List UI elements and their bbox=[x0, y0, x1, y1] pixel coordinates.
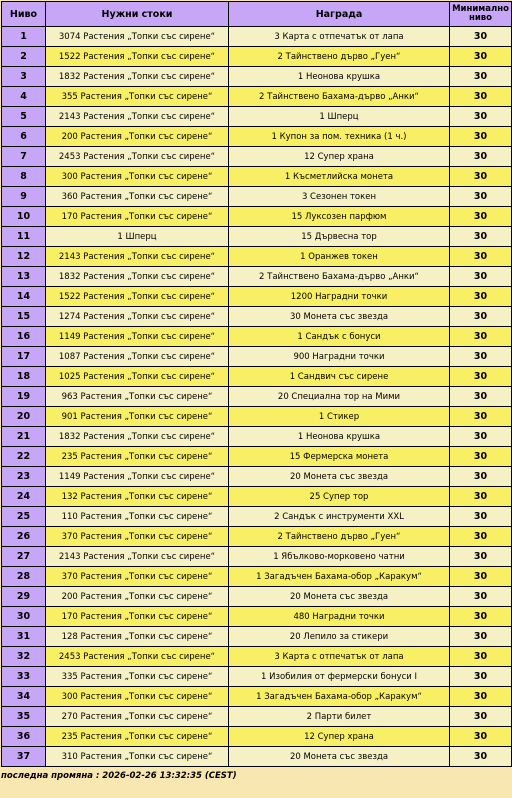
table-row bbox=[2, 467, 512, 487]
goods-cell: 1832 Растения „Топки със сирене“ bbox=[46, 67, 229, 87]
min-level-cell: 30 bbox=[450, 707, 512, 727]
min-level-cell: 30 bbox=[450, 647, 512, 667]
level-cell: 6 bbox=[2, 127, 46, 147]
min-level-cell: 30 bbox=[450, 367, 512, 387]
min-level-cell: 30 bbox=[450, 267, 512, 287]
reward-cell: 3 Сезонен токен bbox=[229, 187, 450, 207]
reward-cell: 20 Монета със звезда bbox=[229, 467, 450, 487]
reward-cell: 20 Лепило за стикери bbox=[229, 627, 450, 647]
goods-cell: 235 Растения „Топки със сирене“ bbox=[46, 447, 229, 467]
goods-cell: 1832 Растения „Топки със сирене“ bbox=[46, 267, 229, 287]
goods-cell: 170 Растения „Топки със сирене“ bbox=[46, 607, 229, 627]
min-level-cell: 30 bbox=[450, 667, 512, 687]
min-level-cell: 30 bbox=[450, 307, 512, 327]
reward-cell: 2 Парти билет bbox=[229, 707, 450, 727]
level-cell: 13 bbox=[2, 267, 46, 287]
reward-cell: 12 Супер храна bbox=[229, 727, 450, 747]
table-row bbox=[2, 387, 512, 407]
table-row bbox=[2, 267, 512, 287]
table-row bbox=[2, 87, 512, 107]
goods-cell: 128 Растения „Топки със сирене“ bbox=[46, 627, 229, 647]
table-row bbox=[2, 687, 512, 707]
goods-cell: 170 Растения „Топки със сирене“ bbox=[46, 207, 229, 227]
min-level-cell: 30 bbox=[450, 287, 512, 307]
reward-cell: 1 Шперц bbox=[229, 107, 450, 127]
goods-cell: 2453 Растения „Топки със сирене“ bbox=[46, 647, 229, 667]
table-row bbox=[2, 187, 512, 207]
level-cell: 33 bbox=[2, 667, 46, 687]
min-level-cell: 30 bbox=[450, 627, 512, 647]
goods-cell: 1274 Растения „Топки със сирене“ bbox=[46, 307, 229, 327]
min-level-cell: 30 bbox=[450, 547, 512, 567]
min-level-cell: 30 bbox=[450, 147, 512, 167]
table-row bbox=[2, 487, 512, 507]
level-cell: 5 bbox=[2, 107, 46, 127]
table-body bbox=[2, 27, 512, 767]
reward-cell: 900 Наградни точки bbox=[229, 347, 450, 367]
goods-cell: 200 Растения „Топки със сирене“ bbox=[46, 127, 229, 147]
table-row bbox=[2, 667, 512, 687]
goods-cell: 370 Растения „Топки със сирене“ bbox=[46, 527, 229, 547]
reward-cell: 12 Супер храна bbox=[229, 147, 450, 167]
level-cell: 31 bbox=[2, 627, 46, 647]
goods-cell: 355 Растения „Топки със сирене“ bbox=[46, 87, 229, 107]
min-level-cell: 30 bbox=[450, 127, 512, 147]
level-cell: 34 bbox=[2, 687, 46, 707]
level-cell: 26 bbox=[2, 527, 46, 547]
table-row bbox=[2, 247, 512, 267]
level-cell: 4 bbox=[2, 87, 46, 107]
header-min-level: Минимално ниво bbox=[450, 2, 512, 27]
goods-cell: 1149 Растения „Топки със сирене“ bbox=[46, 467, 229, 487]
min-level-cell: 30 bbox=[450, 227, 512, 247]
level-cell: 27 bbox=[2, 547, 46, 567]
level-cell: 19 bbox=[2, 387, 46, 407]
reward-cell: 20 Специална тор на Мими bbox=[229, 387, 450, 407]
table-row bbox=[2, 107, 512, 127]
level-cell: 9 bbox=[2, 187, 46, 207]
level-cell: 17 bbox=[2, 347, 46, 367]
reward-cell: 20 Монета със звезда bbox=[229, 587, 450, 607]
last-modified: последна промяна : 2026-02-26 13:32:35 (CEST) bbox=[1, 771, 237, 781]
min-level-cell: 30 bbox=[450, 107, 512, 127]
min-level-cell: 30 bbox=[450, 167, 512, 187]
goods-cell: 1522 Растения „Топки със сирене“ bbox=[46, 287, 229, 307]
reward-cell: 480 Наградни точки bbox=[229, 607, 450, 627]
reward-cell: 20 Монета със звезда bbox=[229, 747, 450, 767]
table-row bbox=[2, 607, 512, 627]
min-level-cell: 30 bbox=[450, 747, 512, 767]
min-level-cell: 30 bbox=[450, 467, 512, 487]
level-cell: 35 bbox=[2, 707, 46, 727]
level-cell: 2 bbox=[2, 47, 46, 67]
reward-cell: 2 Тайнствено дърво „Гуен“ bbox=[229, 527, 450, 547]
goods-cell: 310 Растения „Топки със сирене“ bbox=[46, 747, 229, 767]
level-cell: 15 bbox=[2, 307, 46, 327]
reward-cell: 2 Сандък с инструменти XXL bbox=[229, 507, 450, 527]
min-level-cell: 30 bbox=[450, 47, 512, 67]
min-level-cell: 30 bbox=[450, 687, 512, 707]
table-row bbox=[2, 627, 512, 647]
reward-cell: 2 Тайнствено дърво „Гуен“ bbox=[229, 47, 450, 67]
header-goods: Нужни стоки bbox=[46, 2, 229, 27]
table-row bbox=[2, 47, 512, 67]
goods-cell: 132 Растения „Топки със сирене“ bbox=[46, 487, 229, 507]
min-level-cell: 30 bbox=[450, 447, 512, 467]
reward-cell: 1 Оранжев токен bbox=[229, 247, 450, 267]
table-row bbox=[2, 587, 512, 607]
level-cell: 23 bbox=[2, 467, 46, 487]
table-row bbox=[2, 167, 512, 187]
goods-cell: 2143 Растения „Топки със сирене“ bbox=[46, 547, 229, 567]
level-cell: 14 bbox=[2, 287, 46, 307]
table-row bbox=[2, 347, 512, 367]
goods-cell: 1149 Растения „Топки със сирене“ bbox=[46, 327, 229, 347]
level-cell: 21 bbox=[2, 427, 46, 447]
table-row bbox=[2, 707, 512, 727]
reward-cell: 1 Ябълково-морковено чатни bbox=[229, 547, 450, 567]
min-level-cell: 30 bbox=[450, 567, 512, 587]
reward-cell: 15 Фермерска монета bbox=[229, 447, 450, 467]
table-row bbox=[2, 407, 512, 427]
table-row bbox=[2, 727, 512, 747]
min-level-cell: 30 bbox=[450, 587, 512, 607]
level-cell: 25 bbox=[2, 507, 46, 527]
table-row bbox=[2, 367, 512, 387]
reward-cell: 2 Тайнствено Бахама-дърво „Анки“ bbox=[229, 87, 450, 107]
reward-cell: 25 Супер тор bbox=[229, 487, 450, 507]
goods-cell: 1087 Растения „Топки със сирене“ bbox=[46, 347, 229, 367]
table-row bbox=[2, 567, 512, 587]
table-row bbox=[2, 127, 512, 147]
level-cell: 37 bbox=[2, 747, 46, 767]
goods-cell: 901 Растения „Топки със сирене“ bbox=[46, 407, 229, 427]
level-cell: 12 bbox=[2, 247, 46, 267]
table-row bbox=[2, 27, 512, 47]
goods-cell: 360 Растения „Топки със сирене“ bbox=[46, 187, 229, 207]
goods-cell: 200 Растения „Топки със сирене“ bbox=[46, 587, 229, 607]
goods-cell: 2143 Растения „Топки със сирене“ bbox=[46, 247, 229, 267]
min-level-cell: 30 bbox=[450, 67, 512, 87]
reward-cell: 15 Луксозен парфюм bbox=[229, 207, 450, 227]
min-level-cell: 30 bbox=[450, 387, 512, 407]
min-level-cell: 30 bbox=[450, 27, 512, 47]
level-cell: 1 bbox=[2, 27, 46, 47]
reward-cell: 1200 Наградни точки bbox=[229, 287, 450, 307]
goods-cell: 300 Растения „Топки със сирене“ bbox=[46, 687, 229, 707]
level-cell: 29 bbox=[2, 587, 46, 607]
reward-cell: 30 Монета със звезда bbox=[229, 307, 450, 327]
min-level-cell: 30 bbox=[450, 607, 512, 627]
level-cell: 16 bbox=[2, 327, 46, 347]
header-level: Ниво bbox=[2, 2, 46, 27]
level-cell: 36 bbox=[2, 727, 46, 747]
goods-cell: 300 Растения „Топки със сирене“ bbox=[46, 167, 229, 187]
rewards-table bbox=[1, 1, 512, 767]
reward-cell: 1 Купон за пом. техника (1 ч.) bbox=[229, 127, 450, 147]
table-row bbox=[2, 287, 512, 307]
goods-cell: 3074 Растения „Топки със сирене“ bbox=[46, 27, 229, 47]
header-reward: Награда bbox=[229, 2, 450, 27]
reward-cell: 15 Дървесна тор bbox=[229, 227, 450, 247]
reward-cell: 1 Изобилия от фермерски бонуси I bbox=[229, 667, 450, 687]
reward-cell: 1 Загадъчен Бахама-обор „Каракум“ bbox=[229, 567, 450, 587]
level-cell: 32 bbox=[2, 647, 46, 667]
level-cell: 10 bbox=[2, 207, 46, 227]
reward-cell: 1 Загадъчен Бахама-обор „Каракум“ bbox=[229, 687, 450, 707]
level-cell: 8 bbox=[2, 167, 46, 187]
min-level-cell: 30 bbox=[450, 87, 512, 107]
goods-cell: 963 Растения „Топки със сирене“ bbox=[46, 387, 229, 407]
table-row bbox=[2, 447, 512, 467]
reward-cell: 2 Тайнствено Бахама-дърво „Анки“ bbox=[229, 267, 450, 287]
goods-cell: 1025 Растения „Топки със сирене“ bbox=[46, 367, 229, 387]
table-row bbox=[2, 547, 512, 567]
goods-cell: 110 Растения „Топки със сирене“ bbox=[46, 507, 229, 527]
level-cell: 22 bbox=[2, 447, 46, 467]
level-cell: 20 bbox=[2, 407, 46, 427]
table-row bbox=[2, 147, 512, 167]
level-cell: 24 bbox=[2, 487, 46, 507]
table-row bbox=[2, 227, 512, 247]
reward-cell: 1 Неонова крушка bbox=[229, 427, 450, 447]
min-level-cell: 30 bbox=[450, 327, 512, 347]
goods-cell: 1522 Растения „Топки със сирене“ bbox=[46, 47, 229, 67]
level-cell: 18 bbox=[2, 367, 46, 387]
min-level-cell: 30 bbox=[450, 727, 512, 747]
min-level-cell: 30 bbox=[450, 187, 512, 207]
goods-cell: 335 Растения „Топки със сирене“ bbox=[46, 667, 229, 687]
reward-cell: 1 Късметлийска монета bbox=[229, 167, 450, 187]
level-cell: 28 bbox=[2, 567, 46, 587]
min-level-cell: 30 bbox=[450, 487, 512, 507]
level-cell: 3 bbox=[2, 67, 46, 87]
min-level-cell: 30 bbox=[450, 207, 512, 227]
goods-cell: 1 Шперц bbox=[46, 227, 229, 247]
goods-cell: 2453 Растения „Топки със сирене“ bbox=[46, 147, 229, 167]
goods-cell: 1832 Растения „Топки със сирене“ bbox=[46, 427, 229, 447]
table-header-row bbox=[2, 2, 512, 27]
goods-cell: 270 Растения „Топки със сирене“ bbox=[46, 707, 229, 727]
table-row bbox=[2, 327, 512, 347]
goods-cell: 370 Растения „Топки със сирене“ bbox=[46, 567, 229, 587]
reward-cell: 3 Карта с отпечатък от лапа bbox=[229, 27, 450, 47]
goods-cell: 235 Растения „Топки със сирене“ bbox=[46, 727, 229, 747]
table-row bbox=[2, 747, 512, 767]
level-cell: 30 bbox=[2, 607, 46, 627]
min-level-cell: 30 bbox=[450, 247, 512, 267]
table-row bbox=[2, 207, 512, 227]
table-row bbox=[2, 647, 512, 667]
reward-cell: 1 Неонова крушка bbox=[229, 67, 450, 87]
min-level-cell: 30 bbox=[450, 527, 512, 547]
reward-cell: 1 Стикер bbox=[229, 407, 450, 427]
min-level-cell: 30 bbox=[450, 427, 512, 447]
reward-cell: 3 Карта с отпечатък от лапа bbox=[229, 647, 450, 667]
goods-cell: 2143 Растения „Топки със сирене“ bbox=[46, 107, 229, 127]
table-row bbox=[2, 527, 512, 547]
table-row bbox=[2, 67, 512, 87]
reward-cell: 1 Сандък с бонуси bbox=[229, 327, 450, 347]
table-row bbox=[2, 307, 512, 327]
level-cell: 11 bbox=[2, 227, 46, 247]
min-level-cell: 30 bbox=[450, 407, 512, 427]
min-level-cell: 30 bbox=[450, 507, 512, 527]
table-row bbox=[2, 507, 512, 527]
level-cell: 7 bbox=[2, 147, 46, 167]
table-row bbox=[2, 427, 512, 447]
reward-cell: 1 Сандвич със сирене bbox=[229, 367, 450, 387]
min-level-cell: 30 bbox=[450, 347, 512, 367]
